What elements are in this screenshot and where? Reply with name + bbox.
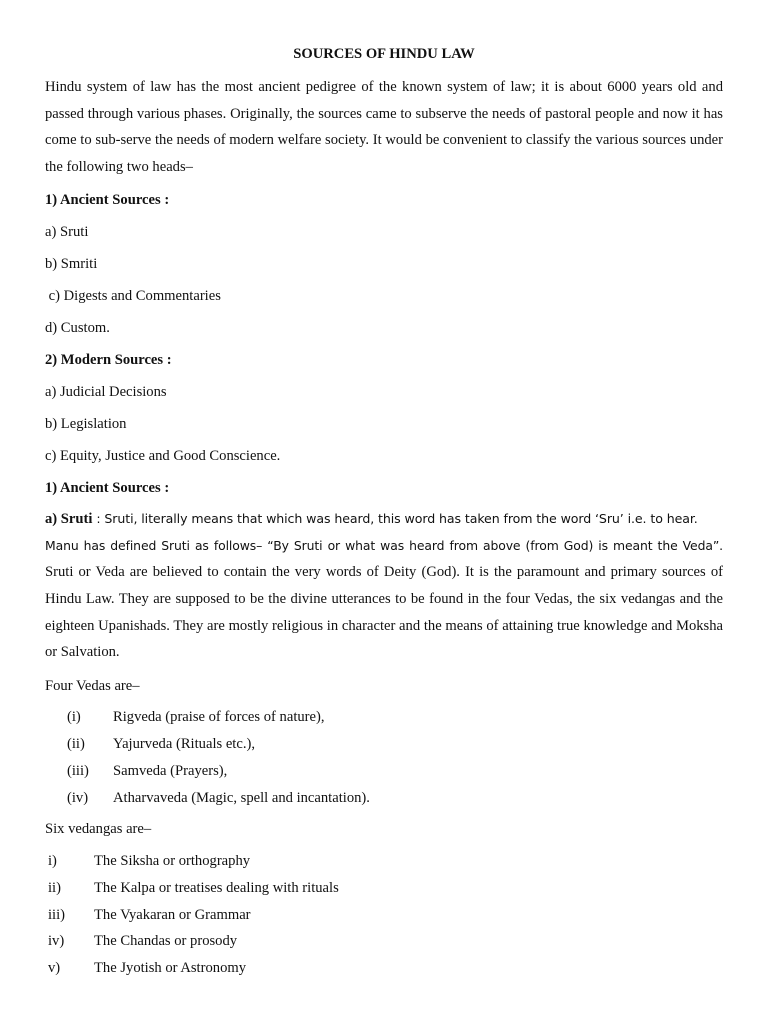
sruti-manu-definition: Manu has defined Sruti as follows– “By Sruti or what was heard from above (from God) is meant the Veda”. [45,538,723,553]
vedanga-num-5: v) [48,960,61,976]
sruti-definition: Sruti, literally means that which was heard, this word has taken from the word ‘Sru’ i.e. to hear. [104,511,698,526]
ancient-item-custom: d) Custom. [45,320,110,336]
veda-num-3: (iii) [67,763,89,779]
veda-atharvaveda: Atharvaveda (Magic, spell and incantation). [113,790,370,806]
intro-paragraph: Hindu system of law has the most ancient pedigree of the known system of law; it is about 6000 years old and passed through various phases. Originally, the sources came to subserve the needs of pastoral people and now it has come to sub-serve the needs of modern welfare society. It would be convenient to classify the various sources under the following two heads– [45,79,723,176]
vedanga-num-3: iii) [48,907,66,923]
vedanga-num-2: ii) [48,880,61,896]
ancient-sources-heading-2: 1) Ancient Sources : [45,480,170,496]
page-title: SOURCES OF HINDU LAW [293,46,475,62]
vedanga-chandas: The Chandas or prosody [94,933,238,949]
sruti-second-line [45,538,723,555]
sruti-paragraph: Sruti or Veda are believed to contain the very words of Deity (God). It is the paramount and primary sources of Hindu Law. They are supposed to be the divine utterances to be found in the four Vedas, the six vedangas and the eighteen Upanishads. They are mostly religious in character and the means of attaining true knowledge and Moksha or Salvation. [45,564,723,661]
ancient-item-sruti: a) Sruti [45,224,89,240]
veda-num-4: (iv) [67,790,89,806]
modern-item-legislation: b) Legislation [45,416,127,432]
vedas-heading: Four Vedas are– [45,678,140,694]
veda-num-1: (i) [67,709,81,725]
modern-item-judicial: a) Judicial Decisions [45,384,167,400]
sruti-first-line [45,511,723,528]
sruti-separator: : [92,511,105,526]
ancient-item-digests: c) Digests and Commentaries [45,288,221,304]
ancient-sources-heading: 1) Ancient Sources : [45,192,170,208]
veda-num-2: (ii) [67,736,85,752]
modern-item-equity: c) Equity, Justice and Good Conscience. [45,448,281,464]
vedanga-siksha: The Siksha or orthography [94,853,251,869]
veda-rigveda: Rigveda (praise of forces of nature), [113,709,325,725]
modern-sources-heading: 2) Modern Sources : [45,352,172,368]
vedangas-heading: Six vedangas are– [45,821,152,837]
veda-yajurveda: Yajurveda (Rituals etc.), [113,736,255,752]
vedanga-jyotish: The Jyotish or Astronomy [94,960,247,976]
sruti-label: a) Sruti [45,511,93,527]
vedanga-num-1: i) [48,853,57,869]
vedanga-num-4: iv) [48,933,65,949]
ancient-item-smriti: b) Smriti [45,256,98,272]
vedanga-vyakaran: The Vyakaran or Grammar [94,907,251,923]
veda-samveda: Samveda (Prayers), [113,763,228,779]
vedanga-kalpa: The Kalpa or treatises dealing with rituals [94,880,339,896]
